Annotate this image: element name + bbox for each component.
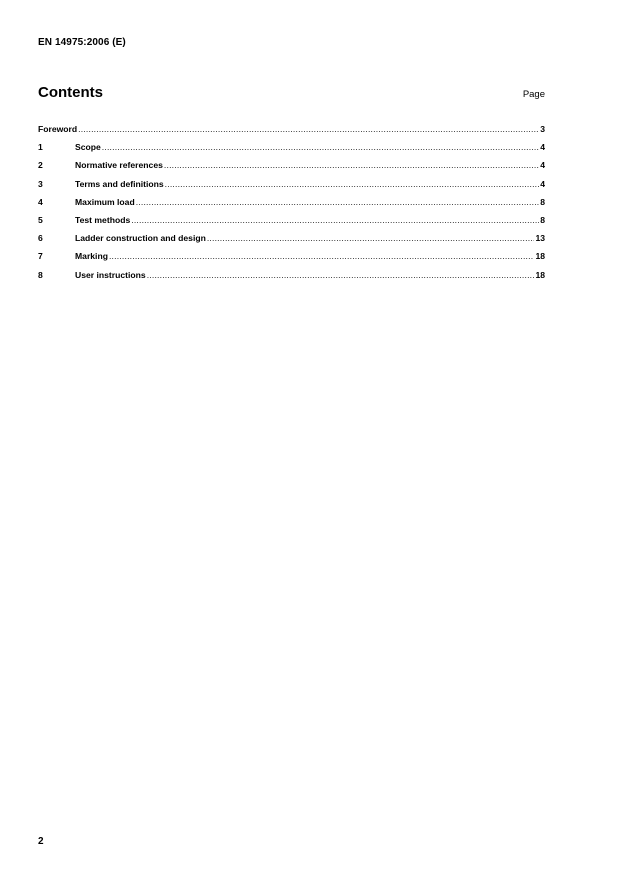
toc-entry-title: Scope — [75, 142, 101, 153]
toc-entry-scope[interactable] — [38, 142, 545, 160]
toc-entry-title: Terms and definitions — [75, 178, 164, 189]
toc-entry-title: User instructions — [75, 269, 146, 280]
toc-entry-title: Ladder construction and design — [75, 233, 206, 244]
page-column-label: Page — [522, 89, 545, 100]
contents-title: Contents — [38, 84, 103, 101]
document-id: EN 14975:2006 (E) — [38, 37, 126, 48]
toc-entry-title: Normative references — [75, 160, 163, 171]
dot-leader — [136, 197, 540, 207]
toc-entry-page: 8 — [540, 196, 545, 207]
toc-entry-number: 4 — [38, 196, 43, 207]
toc-entry-page: 18 — [535, 251, 545, 262]
dot-leader — [164, 160, 539, 170]
dot-leader — [102, 142, 539, 152]
toc-entry-page: 3 — [540, 124, 545, 134]
toc-entry-page: 18 — [535, 269, 545, 280]
dot-leader — [78, 124, 539, 134]
dot-leader — [131, 215, 539, 225]
dot-leader — [207, 233, 535, 243]
toc-entry-ladder-construction[interactable] — [38, 233, 545, 251]
toc-entry-number: 7 — [38, 251, 43, 262]
contents-header — [38, 84, 545, 104]
toc-entry-title: Maximum load — [75, 196, 135, 207]
toc-entry-marking[interactable] — [38, 251, 545, 269]
toc-entry-number: 2 — [38, 160, 43, 171]
toc-entry-title: Foreword — [38, 124, 78, 134]
toc-entry-maximum-load[interactable] — [38, 197, 545, 215]
toc-entry-title: Test methods — [75, 214, 131, 225]
toc-entry-number: 3 — [38, 178, 43, 189]
toc-entry-page: 4 — [540, 142, 545, 153]
toc-entry-page: 4 — [540, 178, 545, 189]
toc-entry-terms-and-definitions[interactable] — [38, 179, 545, 197]
toc-entry-number: 6 — [38, 233, 43, 244]
toc-entry-test-methods[interactable] — [38, 215, 545, 233]
toc-entry-number: 8 — [38, 269, 43, 280]
toc-entry-page: 8 — [540, 214, 545, 225]
toc-entry-normative-references[interactable] — [38, 160, 545, 178]
toc-entry-foreword[interactable] — [38, 124, 545, 142]
toc-entry-page: 4 — [540, 160, 545, 171]
dot-leader — [109, 251, 534, 261]
dot-leader — [165, 179, 540, 189]
toc-entry-number: 5 — [38, 214, 43, 225]
toc-entry-page: 13 — [535, 233, 545, 244]
toc-entry-user-instructions[interactable] — [38, 270, 545, 288]
toc-entry-number: 1 — [38, 142, 43, 153]
table-of-contents — [38, 124, 545, 288]
dot-leader — [147, 270, 535, 280]
toc-entry-title: Marking — [75, 251, 108, 262]
page-number: 2 — [38, 836, 44, 847]
